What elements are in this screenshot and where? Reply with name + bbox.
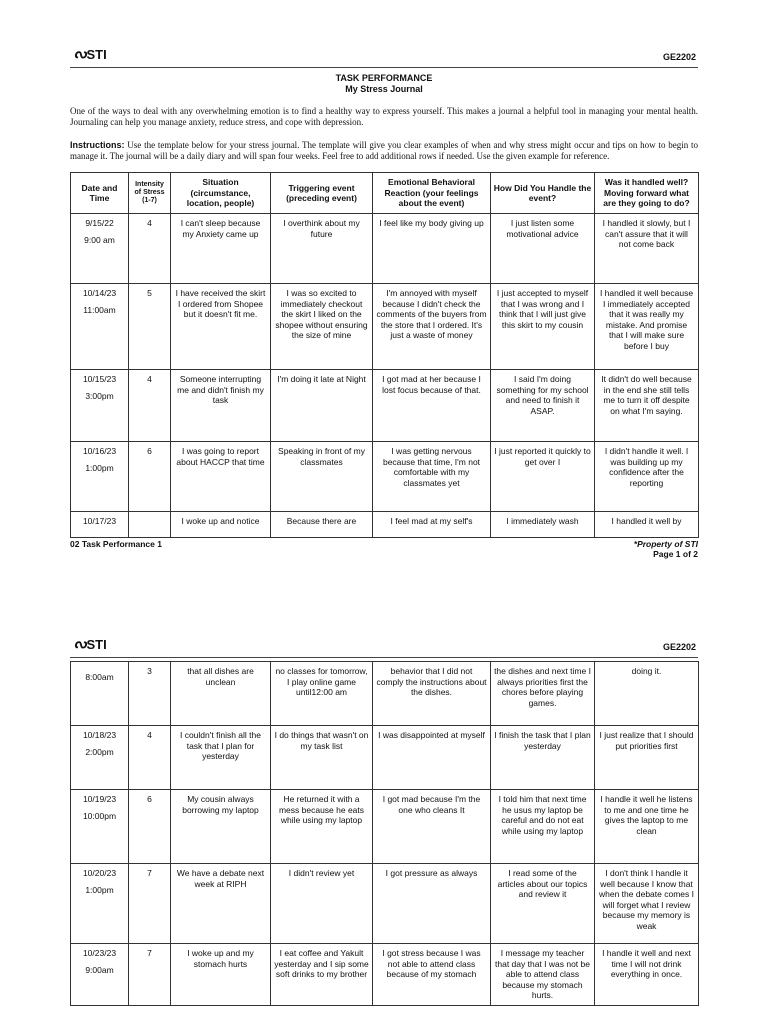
cell-outcome: I don't think I handle it well because I know that when the debate comes I will forget what I review because my memory is weak xyxy=(595,864,699,944)
cell-reaction: I got pressure as always xyxy=(373,864,491,944)
instructions-label: Instructions: xyxy=(70,140,125,150)
cell-date-time xyxy=(71,790,129,864)
sti-logo-mark-icon: ᔓ xyxy=(74,637,86,652)
cell-handled: I finish the task that I plan yesterday xyxy=(491,726,595,790)
cell-date: 10/14/23 xyxy=(82,288,117,298)
cell-date-time xyxy=(71,284,129,370)
cell-date-time xyxy=(71,370,129,442)
cell-date-time xyxy=(71,864,129,944)
cell-date-time xyxy=(71,726,129,790)
cell-intensity: 5 xyxy=(129,284,171,370)
document-subtitle: My Stress Journal xyxy=(345,84,423,94)
cell-intensity: 3 xyxy=(129,662,171,726)
cell-time: 1:00pm xyxy=(85,462,114,473)
course-code: GE2202 xyxy=(662,52,696,62)
cell-intensity: 6 xyxy=(129,790,171,864)
cell-date: 10/15/23 xyxy=(82,374,117,384)
cell-intensity: 4 xyxy=(129,214,171,284)
table-row xyxy=(71,944,699,1006)
cell-handled: I just accepted to myself that I was wrong and I think that I will just give this skirt to my cousin xyxy=(491,284,595,370)
cell-reaction: I feel like my body giving up xyxy=(373,214,491,284)
cell-intensity: 7 xyxy=(129,944,171,1006)
table-row xyxy=(71,512,699,538)
cell-time: 10:00pm xyxy=(82,810,117,821)
cell-outcome: I handle it well he listens to me and one time he gives the laptop to me clean xyxy=(595,790,699,864)
footer-page-info xyxy=(634,539,698,559)
header-intensity: Intensity of Stress (1-7) xyxy=(129,173,171,214)
cell-trigger: Because there are xyxy=(271,512,373,538)
cell-intensity: 7 xyxy=(129,864,171,944)
cell-reaction: behavior that I did not comply the instructions about the dishes. xyxy=(373,662,491,726)
header-outcome: Was it handled well? Moving forward what are they going to do? xyxy=(595,173,699,214)
cell-intensity: 6 xyxy=(129,442,171,512)
cell-situation: We have a debate next week at RIPH xyxy=(171,864,271,944)
header-date: Date and Time xyxy=(71,173,129,214)
instructions-paragraph xyxy=(70,140,698,162)
course-code: GE2202 xyxy=(662,642,696,652)
cell-date: 10/23/23 xyxy=(82,948,117,958)
cell-date-time xyxy=(71,442,129,512)
cell-trigger: I was so excited to immediately checkout the skirt I liked on the shopee without ensuring the size of mine xyxy=(271,284,373,370)
cell-handled: I read some of the articles about our topics and review it xyxy=(491,864,595,944)
document-title: TASK PERFORMANCE xyxy=(335,73,433,83)
cell-date-time xyxy=(71,662,129,726)
cell-intensity: 4 xyxy=(129,726,171,790)
cell-reaction: I was getting nervous because that time, I'm not comfortable with my classmates yet xyxy=(373,442,491,512)
sti-logo xyxy=(74,46,107,63)
header-reaction: Emotional Behavioral Reaction (your feelings about the event) xyxy=(373,173,491,214)
cell-situation: that all dishes are unclean xyxy=(171,662,271,726)
table-header-row xyxy=(71,173,699,214)
header-situation: Situation (circumstance, location, people) xyxy=(171,173,271,214)
cell-handled: I said I'm doing something for my school and need to finish it ASAP. xyxy=(491,370,595,442)
cell-date-time xyxy=(71,214,129,284)
cell-intensity xyxy=(129,512,171,538)
footer-task-label: 02 Task Performance 1 xyxy=(70,539,162,549)
cell-handled: I just reported it quickly to get over I xyxy=(491,442,595,512)
intro-paragraph: One of the ways to deal with any overwhelming emotion is to find a healthy way to express yourself. This makes a journal a helpful tool in managing your mental health. Journaling can help you manage anxiety, reduce stress, and cope with depression. xyxy=(70,106,698,127)
cell-handled: the dishes and next time I always priorities first the chores before playing games. xyxy=(491,662,595,726)
cell-trigger: I overthink about my future xyxy=(271,214,373,284)
page-header xyxy=(70,636,698,658)
cell-date: 9/15/22 xyxy=(85,218,114,228)
cell-outcome: I didn't handle it well. I was building up my confidence after the reporting xyxy=(595,442,699,512)
cell-date: 10/19/23 xyxy=(82,794,117,804)
header-trigger: Triggering event (preceding event) xyxy=(271,173,373,214)
sti-logo xyxy=(74,636,107,653)
footer-property: *Property of STI xyxy=(633,539,698,549)
table-row xyxy=(71,662,699,726)
cell-trigger: I'm doing it late at Night xyxy=(271,370,373,442)
cell-time: 11:00am xyxy=(83,304,116,315)
header-handled: How Did You Handle the event? xyxy=(491,173,595,214)
cell-outcome: I handled it well because I immediately accepted that it was really my mistake. And promise that I will make sure before I buy xyxy=(595,284,699,370)
cell-date-time xyxy=(71,944,129,1006)
cell-outcome: doing it. xyxy=(595,662,699,726)
cell-situation: I woke up and notice xyxy=(171,512,271,538)
cell-intensity: 4 xyxy=(129,370,171,442)
cell-reaction: I got mad because I'm the one who cleans It xyxy=(373,790,491,864)
table-row xyxy=(71,726,699,790)
table-row xyxy=(71,284,699,370)
cell-date: 10/20/23 xyxy=(82,868,117,878)
instructions-text: Use the template below for your stress journal. The template will give you clear examples of when and why stress might occur and tips on how to begin to manage it. The journal will be a daily diary and will span four weeks. Feel free to add additional rows if needed. Use the given example for reference. xyxy=(70,140,698,161)
cell-reaction: I got mad at her because I lost focus because of that. xyxy=(373,370,491,442)
cell-outcome: I just realize that I should put priorities first xyxy=(595,726,699,790)
cell-outcome: I handled it slowly, but I can't assure that it will not come back xyxy=(595,214,699,284)
stress-journal-table-page-2 xyxy=(70,661,699,1006)
cell-outcome: It didn't do well because in the end she still tells me to turn it off despite on what I'm saying. xyxy=(595,370,699,442)
cell-date-time xyxy=(71,512,129,538)
cell-reaction: I feel mad at my self's xyxy=(373,512,491,538)
table-row xyxy=(71,790,699,864)
table-row xyxy=(71,370,699,442)
cell-time: 2:00pm xyxy=(85,746,114,757)
cell-trigger: I do things that wasn't on my task list xyxy=(271,726,373,790)
cell-trigger: He returned it with a mess because he eats while using my laptop xyxy=(271,790,373,864)
cell-outcome: I handle it well and next time I will not drink everything in once. xyxy=(595,944,699,1006)
cell-situation: I can't sleep because my Anxiety came up xyxy=(171,214,271,284)
page-header xyxy=(70,46,698,68)
cell-situation: I was going to report about HACCP that time xyxy=(171,442,271,512)
cell-situation: Someone interrupting me and didn't finish my task xyxy=(171,370,271,442)
logo-text: STI xyxy=(86,47,107,62)
table-row xyxy=(71,864,699,944)
cell-reaction: I was disappointed at myself xyxy=(373,726,491,790)
logo-text: STI xyxy=(86,637,107,652)
cell-situation: I couldn't finish all the task that I plan for yesterday xyxy=(171,726,271,790)
cell-time: 1:00pm xyxy=(85,884,114,895)
cell-time: 3:00pm xyxy=(85,390,114,401)
cell-trigger: no classes for tomorrow, I play online game until12:00 am xyxy=(271,662,373,726)
footer-page-number: Page 1 of 2 xyxy=(653,549,698,559)
cell-reaction: I got stress because I was not able to attend class because of my stomach xyxy=(373,944,491,1006)
table-row xyxy=(71,442,699,512)
cell-trigger: Speaking in front of my classmates xyxy=(271,442,373,512)
cell-situation: I have received the skirt I ordered from Shopee but it doesn't fit me. xyxy=(171,284,271,370)
document-page-2 xyxy=(0,600,768,1024)
table-row xyxy=(71,214,699,284)
cell-time: 9:00am xyxy=(85,964,114,975)
cell-handled: I told him that next time he usus my laptop be careful and do not eat while using my laptop xyxy=(491,790,595,864)
cell-date: 10/16/23 xyxy=(82,446,117,456)
cell-situation: I woke up and my stomach hurts xyxy=(171,944,271,1006)
sti-logo-mark-icon: ᔓ xyxy=(74,47,86,62)
cell-reaction: I'm annoyed with myself because I didn't check the comments of the buyers from the store that I ordered. It's just a waste of money xyxy=(373,284,491,370)
cell-outcome: I handled it well by xyxy=(595,512,699,538)
cell-handled: I just listen some motivational advice xyxy=(491,214,595,284)
cell-situation: My cousin always borrowing my laptop xyxy=(171,790,271,864)
cell-handled: I immediately wash xyxy=(491,512,595,538)
cell-time: 9:00 am xyxy=(84,234,115,245)
cell-date: 10/17/23 xyxy=(82,516,117,526)
stress-journal-table-page-1 xyxy=(70,172,699,538)
cell-date: 10/18/23 xyxy=(82,730,117,740)
cell-trigger: I eat coffee and Yakult yesterday and I sip some soft drinks to my brother xyxy=(271,944,373,1006)
cell-time: 8:00am xyxy=(85,672,114,682)
cell-trigger: I didn't review yet xyxy=(271,864,373,944)
cell-handled: I message my teacher that day that I was not be able to attend class because my stomach hurts. xyxy=(491,944,595,1006)
